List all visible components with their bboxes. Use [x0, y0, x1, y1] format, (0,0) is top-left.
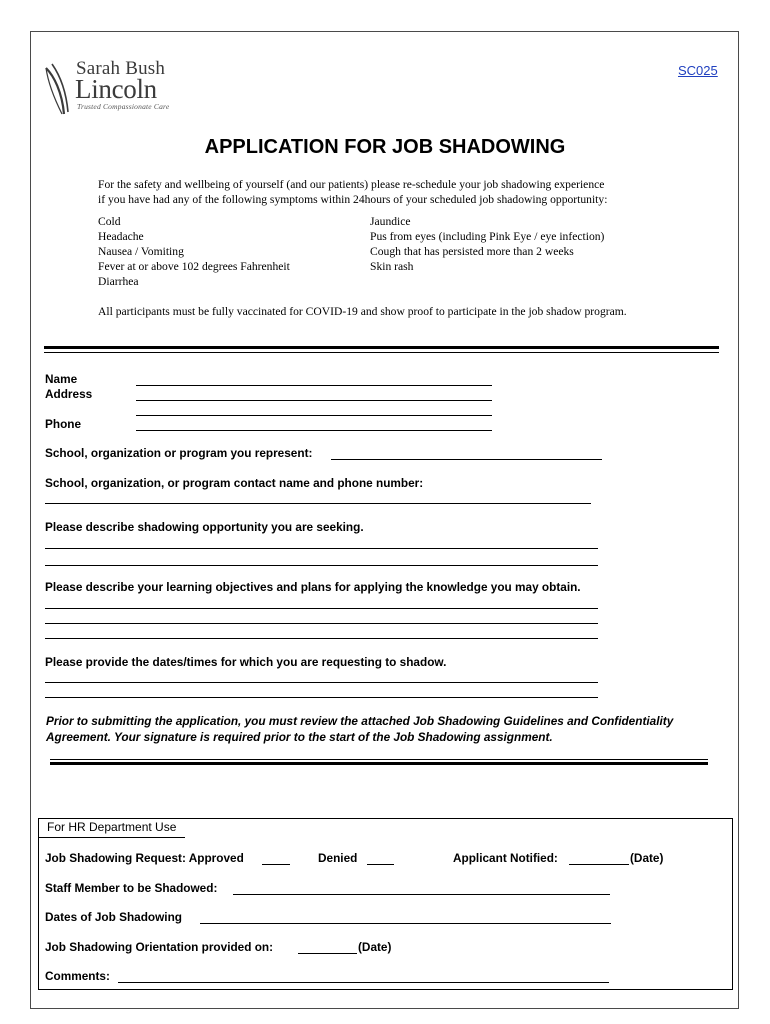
logo-text-line1: Sarah Bush [76, 58, 166, 79]
intro-line-1: For the safety and wellbeing of yourself (and our patients) please re-schedule your job shadowing experience [98, 178, 605, 191]
school-label: School, organization or program you represent: [45, 446, 313, 460]
hr-comments-label: Comments: [45, 969, 110, 983]
address-field-line-1[interactable] [136, 400, 492, 401]
school-field[interactable] [331, 459, 602, 460]
comments-field[interactable] [118, 982, 609, 983]
logo-text-line2: Lincoln [75, 74, 157, 104]
page-title: APPLICATION FOR JOB SHADOWING [204, 136, 566, 158]
covid-note: All participants must be fully vaccinated for COVID-19 and show proof to participate in the job shadow program. [98, 305, 627, 318]
dates-field-line-2[interactable] [45, 697, 598, 698]
hr-orientation-label: Job Shadowing Orientation provided on: [45, 940, 274, 954]
hr-notified-label: Applicant Notified: [453, 851, 558, 865]
name-label: Name [45, 372, 78, 386]
hr-use-box [38, 818, 733, 990]
symptom-right-4: Skin rash [370, 260, 414, 273]
symptom-right-1: Jaundice [370, 215, 411, 228]
notice-divider-top [50, 759, 708, 760]
symptom-right-3: Cough that has persisted more than 2 weeks [370, 245, 574, 258]
phone-field[interactable] [136, 430, 492, 431]
symptom-right-2: Pus from eyes (including Pink Eye / eye infection) [370, 230, 605, 243]
contact-field[interactable] [45, 503, 591, 504]
symptom-left-3: Nausea / Vomiting [98, 245, 184, 258]
approved-field[interactable] [262, 864, 290, 865]
staff-member-field[interactable] [233, 894, 610, 895]
orientation-date-field[interactable] [298, 953, 357, 954]
logo-swoosh-icon [44, 62, 78, 118]
objectives-field-line-2[interactable] [45, 623, 598, 624]
review-notice: Prior to submitting the application, you must review the attached Job Shadowing Guidelines and Confidentiality Agreement. Your signature is required prior to the start of the Job Shadowing assignment. [46, 714, 674, 744]
symptom-left-4: Fever at or above 102 degrees Fahrenheit [98, 260, 290, 273]
notified-date-field[interactable] [569, 864, 629, 865]
symptom-left-1: Cold [98, 215, 121, 228]
hr-orientation-date-suffix: (Date) [358, 940, 392, 954]
opportunity-field-line-1[interactable] [45, 548, 598, 549]
hr-notified-date-suffix: (Date) [630, 851, 664, 865]
objectives-field-line-1[interactable] [45, 608, 598, 609]
notice-divider-thick [50, 762, 708, 765]
symptom-left-2: Headache [98, 230, 144, 243]
address-field-line-2[interactable] [136, 415, 492, 416]
objectives-label: Please describe your learning objectives and plans for applying the knowledge you may obtain. [45, 580, 581, 594]
symptom-left-5: Diarrhea [98, 275, 139, 288]
hr-title-underline [38, 837, 185, 838]
opportunity-label: Please describe shadowing opportunity you are seeking. [45, 520, 364, 534]
opportunity-field-line-2[interactable] [45, 565, 598, 566]
intro-line-2: if you have had any of the following symptoms within 24hours of your scheduled job shadowing opportunity: [98, 193, 608, 206]
hr-denied-label: Denied [318, 851, 358, 865]
address-label: Address [45, 387, 93, 401]
dates-label: Please provide the dates/times for which you are requesting to shadow. [45, 655, 447, 669]
section-divider-thick [44, 346, 719, 349]
dates-of-shadowing-field[interactable] [200, 923, 611, 924]
hr-box-title: For HR Department Use [47, 820, 177, 834]
hr-dates-label: Dates of Job Shadowing [45, 910, 182, 924]
hr-staff-label: Staff Member to be Shadowed: [45, 881, 218, 895]
objectives-field-line-3[interactable] [45, 638, 598, 639]
dates-field-line-1[interactable] [45, 682, 598, 683]
name-field[interactable] [136, 385, 492, 386]
form-code-link[interactable]: SC025 [678, 63, 718, 78]
hr-request-label: Job Shadowing Request: Approved [45, 851, 244, 865]
phone-label: Phone [45, 417, 82, 431]
denied-field[interactable] [367, 864, 394, 865]
contact-label: School, organization, or program contact name and phone number: [45, 476, 424, 490]
logo-tagline: Trusted Compassionate Care [77, 102, 170, 111]
section-divider-thin [44, 352, 719, 353]
